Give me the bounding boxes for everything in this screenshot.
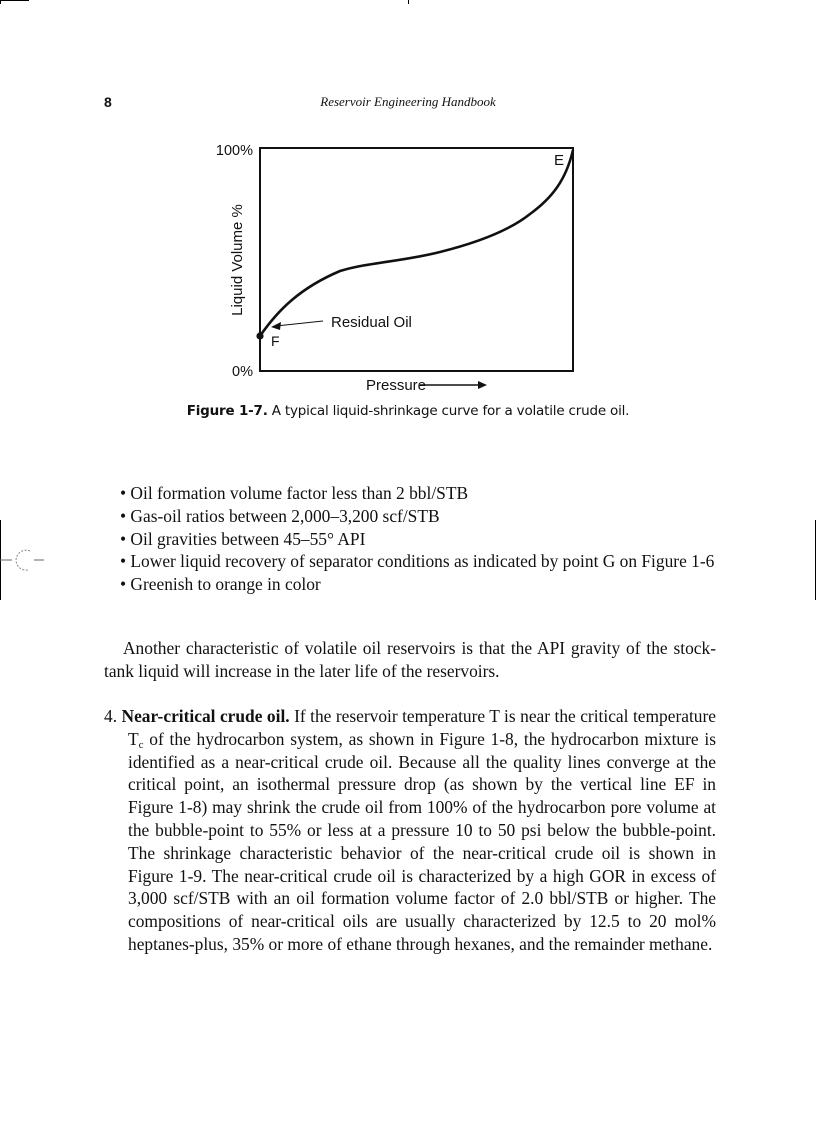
paragraph-api-gravity xyxy=(104,637,716,683)
section-near-critical-oil xyxy=(104,705,716,956)
y-top-tick: 100% xyxy=(215,143,253,159)
pressure-arrow-icon xyxy=(478,381,487,389)
subscript-c: c xyxy=(138,738,144,751)
page-number: 8 xyxy=(104,94,112,110)
y-axis-label: Liquid Volume % xyxy=(229,204,246,316)
crop-mark-top-center xyxy=(408,0,409,4)
section-number: 4. xyxy=(104,706,122,726)
point-e-label: E xyxy=(554,152,565,169)
characteristics-list xyxy=(120,482,720,596)
crop-mark-top-left xyxy=(0,0,29,1)
caption-text: A typical liquid-shrinkage curve for a volatile crude oil. xyxy=(267,403,630,419)
point-f-dot xyxy=(256,332,263,339)
plot-frame xyxy=(260,148,573,371)
registration-mark-icon xyxy=(0,540,50,580)
shrinkage-chart xyxy=(0,130,816,400)
list-item: • Oil gravities between 45–55° API xyxy=(120,528,366,549)
list-item: • Oil formation volume factor less than 2 bbl/STB xyxy=(120,483,469,503)
book-title: Reservoir Engineering Handbook xyxy=(320,94,496,109)
section-heading: Near-critical crude oil. xyxy=(121,706,290,726)
x-axis-label: Pressure xyxy=(366,377,427,394)
arrowhead-icon xyxy=(271,322,281,330)
y-bottom-tick: 0% xyxy=(232,364,253,380)
list-item: • Greenish to orange in color xyxy=(120,574,321,595)
residual-oil-leader xyxy=(276,321,323,326)
paragraph-text: Another characteristic of volatile oil reservoirs is that the API gravity of the stock-tank liquid will increase in the later life of the reservoirs. xyxy=(104,638,716,681)
point-f-label: F xyxy=(271,333,280,349)
figure-1-7 xyxy=(0,130,816,430)
figure-label: Figure 1-7. xyxy=(186,403,268,419)
running-head xyxy=(0,94,816,114)
shrinkage-curve xyxy=(260,150,573,336)
list-item: • Lower liquid recovery of separator conditions as indicated by point G on Figure 1-6 xyxy=(120,551,715,572)
crop-mark-top-left-v xyxy=(0,0,1,4)
residual-oil-annotation: Residual Oil xyxy=(331,314,412,331)
figure-caption xyxy=(0,403,816,419)
section-text-b: of the hydrocarbon system, as shown in Figure 1-8, the hydrocarbon mixture is identified as a near-critical crude oil. Because all the quality lines converge at the critical point, an isothermal pressure drop (as shown by the vertical line EF in Figure 1-8) may shrink the crude oil from 100% of the hydrocarbon pore volume at the bubble-point to 55% or less at a pressure 10 to 50 psi below the bubble-point. The shrinkage characteristic behavior of the near-critical crude oil is shown in Figure 1-9. The near-critical crude oil is characterized by a high GOR in excess of 3,000 scf/STB with an oil formation volume factor of 2.0 bbl/STB or higher. The compositions of near-critical oils are usually characterized by 12.5 to 20 mol% heptanes-plus, 35% or more of ethane through hexanes, and the remainder methane. xyxy=(128,728,716,954)
list-item: • Gas-oil ratios between 2,000–3,200 scf/STB xyxy=(120,505,440,526)
section-text-a: If the reservoir temperature T is near the critical temperature T xyxy=(128,706,716,749)
